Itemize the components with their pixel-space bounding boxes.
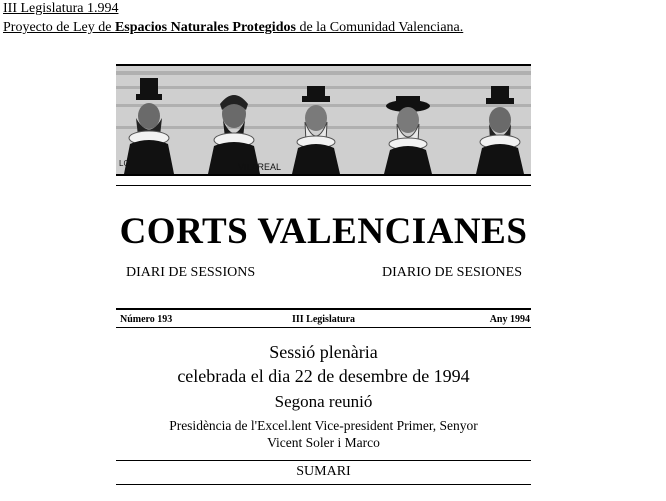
presidency-line: Presidència de l'Excel.lent Vice-president Primer, Senyor (169, 418, 478, 433)
subtitle-spanish: DIARIO DE SESIONES (382, 265, 522, 280)
legislatura-link[interactable]: III Legislatura 1.994 (3, 1, 119, 16)
session-type: Sessió plenària (269, 342, 378, 362)
rule-meta-bottom (116, 327, 531, 328)
rule-meta-top (116, 308, 531, 310)
sumari-heading: SUMARI (296, 464, 351, 479)
link-bold-title: Espacios Naturales Protegidos (114, 20, 296, 35)
masthead-banner-image (116, 64, 531, 176)
proyecto-ley-link[interactable] (3, 20, 463, 36)
rule-sumari-top (116, 460, 531, 461)
issue-number: Número 193 (120, 314, 173, 325)
issue-year: Any 1994 (489, 314, 530, 325)
rule-top (116, 185, 531, 186)
banner-caption-center: VILAREAL (238, 162, 282, 172)
subtitle-valencian: DIARI DE SESSIONS (126, 265, 256, 280)
masthead-title: CORTS VALENCIANES (119, 211, 528, 252)
session-date: celebrada el dia 22 de desembre de 1994 (177, 366, 470, 386)
legislature-label: III Legislatura (292, 314, 356, 325)
session-meeting: Segona reunió (274, 392, 373, 411)
rule-sumari-bottom (116, 484, 531, 485)
link-suffix: de la Comunidad Valenciana. (295, 20, 464, 35)
president-name: Vicent Soler i Marco (267, 435, 380, 450)
banner-caption-left: LO (119, 159, 130, 168)
link-prefix: Proyecto de Ley de (3, 20, 115, 35)
